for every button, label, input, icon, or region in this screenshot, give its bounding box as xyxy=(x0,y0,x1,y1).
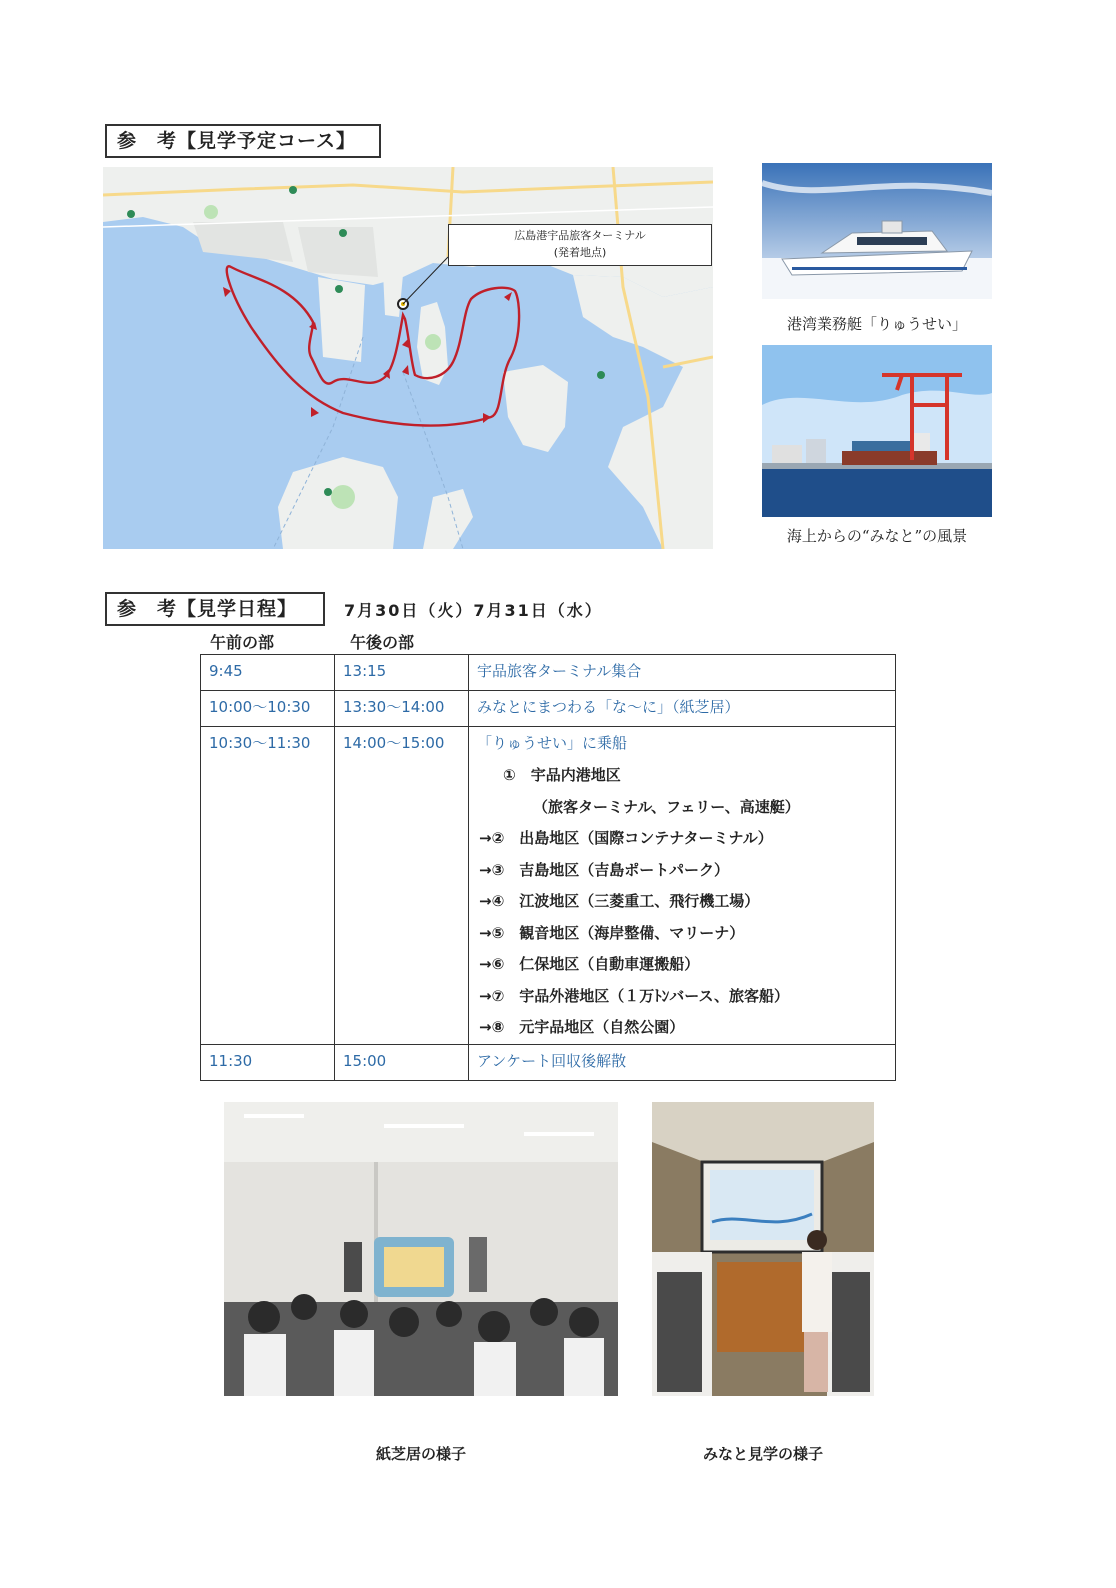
pm-time-cell: 14:00～15:00 xyxy=(335,727,469,1045)
schedule-table xyxy=(200,654,896,1081)
activity-cell: 宇品旅客ターミナル集合 xyxy=(469,655,896,691)
am-time-cell: 10:00～10:30 xyxy=(201,691,335,727)
stop-item: →④ 江波地区（三菱重工、飛行機工場） xyxy=(479,892,760,910)
activity-cell: みなとにまつわる「な～に」（紙芝居） xyxy=(469,691,896,727)
stop-item: →⑥ 仁保地区（自動車運搬船） xyxy=(479,955,700,973)
table-row xyxy=(201,691,896,727)
stop-item: ① 宇品内港地区 xyxy=(503,766,621,784)
stop-item: →⑤ 観音地区（海岸整備、マリーナ） xyxy=(479,923,745,942)
activity-cell: アンケート回収後解散 xyxy=(469,1044,896,1080)
stop-item: →② 出島地区（国際コンテナターミナル） xyxy=(479,829,773,847)
afternoon-session-label: 午後の部 xyxy=(350,633,415,652)
stop-item: →③ 吉島地区（吉島ポートパーク） xyxy=(479,860,729,879)
am-time-cell: 10:30～11:30 xyxy=(201,727,335,1045)
course-section-title: 参 考【見学予定コース】 xyxy=(105,124,381,158)
pm-time-cell: 13:30～14:00 xyxy=(335,691,469,727)
morning-session-label: 午前の部 xyxy=(210,633,275,652)
kamishibai-photo xyxy=(224,1102,618,1396)
schedule-dates: 7月30日（火）7月31日（水） xyxy=(344,601,603,620)
terminal-callout xyxy=(448,224,712,266)
port-photo-caption: 海上からの“みなと”の風景 xyxy=(786,527,968,545)
activity-title: 「りゅうせい」に乗船 xyxy=(477,734,628,752)
terminal-callout-note: (発着地点) xyxy=(553,246,607,259)
port-photo xyxy=(762,345,992,517)
table-row xyxy=(201,655,896,691)
table-row xyxy=(201,1044,896,1080)
stop-item: →⑦ 宇品外港地区（１万ﾄﾝバース、旅客船） xyxy=(479,986,789,1005)
pm-time-cell: 13:15 xyxy=(335,655,469,691)
table-row xyxy=(201,727,896,1045)
stop-item: →⑧ 元宇品地区（自然公園） xyxy=(479,1018,685,1036)
pm-time-cell: 15:00 xyxy=(335,1044,469,1080)
activity-cell xyxy=(469,727,896,1045)
stop-item-detail: （旅客ターミナル、フェリー、高速艇） xyxy=(533,797,800,816)
schedule-section-title: 参 考【見学日程】 xyxy=(105,592,325,626)
boat-photo xyxy=(762,163,992,299)
minato-tour-photo-caption: みなと見学の様子 xyxy=(702,1445,823,1463)
am-time-cell: 11:30 xyxy=(201,1044,335,1080)
am-time-cell: 9:45 xyxy=(201,655,335,691)
minato-tour-photo xyxy=(652,1102,874,1396)
terminal-callout-name: 広島港宇品旅客ターミナル xyxy=(514,229,646,242)
boat-photo-caption: 港湾業務艇「りゅうせい」 xyxy=(786,315,967,333)
kamishibai-photo-caption: 紙芝居の様子 xyxy=(375,1445,466,1463)
